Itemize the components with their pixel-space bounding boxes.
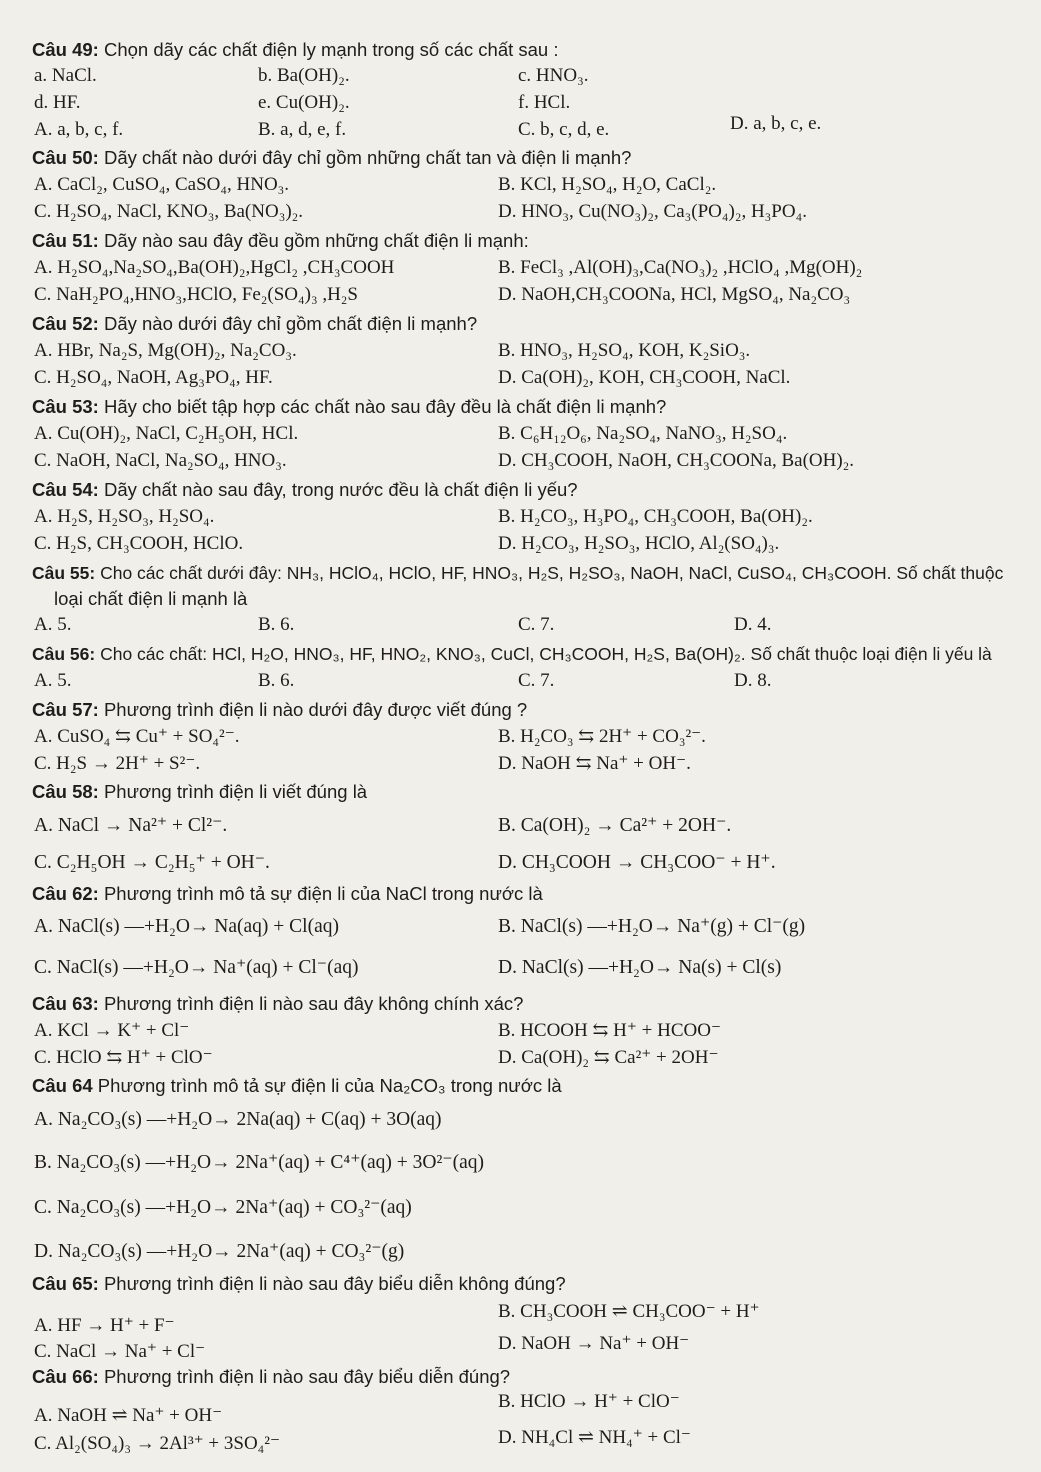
question-55-stem-cont: loại chất điện li mạnh là bbox=[54, 588, 248, 609]
option-b: B. CH₃COOH ⇌ CH₃COO⁻ + H⁺ bbox=[498, 1301, 760, 1322]
question-63-stem: Câu 63: Phương trình điện li nào sau đây không chính xác? bbox=[32, 993, 524, 1014]
option-c: C. Na₂CO₃(s) —+H₂O→ 2Na⁺(aq) + CO₃²⁻(aq) bbox=[34, 1197, 412, 1218]
item-b: b. Ba(OH)₂. bbox=[258, 65, 350, 86]
question-53-stem: Câu 53: Hãy cho biết tập hợp các chất nào sau đây đều là chất điện li mạnh? bbox=[32, 396, 667, 417]
option-b: B. H₂CO₃ ⇆ 2H⁺ + CO₃²⁻. bbox=[498, 726, 706, 747]
question-56-stem: Câu 56: Cho các chất: HCl, H₂O, HNO₃, HF, HNO₂, KNO₃, CuCl, CH₃COOH, H₂S, Ba(OH)₂. Số chất thuộc loại điện li yếu là bbox=[32, 644, 992, 664]
option-b: B. C₆H₁₂O₆, Na₂SO₄, NaNO₃, H₂SO₄. bbox=[498, 423, 788, 444]
item-d: d. HF. bbox=[34, 92, 81, 113]
question-57-stem: Câu 57: Phương trình điện li nào dưới đây được viết đúng ? bbox=[32, 699, 528, 720]
option-a: A. NaCl → Na²⁺ + Cl²⁻. bbox=[34, 815, 228, 836]
question-64-stem: Câu 64 Phương trình mô tả sự điện li của Na₂CO₃ trong nước là bbox=[32, 1075, 562, 1096]
option-c: C. H₂S, CH₃COOH, HClO. bbox=[34, 533, 244, 554]
question-55-stem: Câu 55: Cho các chất dưới đây: NH₃, HClO₄, HClO, HF, HNO₃, H₂S, H₂SO₃, NaOH, NaCl, CuSO₄, CH₃COOH. Số chất thuộc bbox=[32, 563, 1004, 583]
question-65-stem: Câu 65: Phương trình điện li nào sau đây biểu diễn không đúng? bbox=[32, 1273, 566, 1294]
option-b: B. Ca(OH)₂ → Ca²⁺ + 2OH⁻. bbox=[498, 815, 732, 836]
option-d: D. NaOH → Na⁺ + OH⁻ bbox=[498, 1333, 690, 1354]
option-a: A. KCl → K⁺ + Cl⁻ bbox=[34, 1020, 190, 1041]
option-a: A. NaOH ⇌ Na⁺ + OH⁻ bbox=[34, 1405, 223, 1426]
option-b: B. HNO₃, H₂SO₄, KOH, K₂SiO₃. bbox=[498, 340, 751, 361]
option-c: C. HClO ⇆ H⁺ + ClO⁻ bbox=[34, 1047, 213, 1068]
option-c: C. H₂SO₄, NaCl, KNO₃, Ba(NO₃)₂. bbox=[34, 201, 304, 222]
option-a: A. a, b, c, f. bbox=[34, 119, 124, 140]
question-54-stem: Câu 54: Dãy chất nào sau đây, trong nước đều là chất điện li yếu? bbox=[32, 479, 578, 500]
option-b: B. KCl, H₂SO₄, H₂O, CaCl₂. bbox=[498, 174, 717, 195]
option-c: C. 7. bbox=[518, 614, 555, 635]
question-62-stem: Câu 62: Phương trình mô tả sự điện li của NaCl trong nước là bbox=[32, 883, 543, 904]
option-b: B. HCOOH ⇆ H⁺ + HCOO⁻ bbox=[498, 1020, 721, 1041]
option-d: D. CH₃COOH → CH₃COO⁻ + H⁺. bbox=[498, 852, 776, 873]
item-f: f. HCl. bbox=[518, 92, 571, 113]
option-c: C. NaH₂PO₄,HNO₃,HClO, Fe₂(SO₄)₃ ,H₂S bbox=[34, 284, 358, 305]
option-d: D. 4. bbox=[734, 614, 772, 635]
option-d: D. CH₃COOH, NaOH, CH₃COONa, Ba(OH)₂. bbox=[498, 450, 855, 471]
option-b: B. Na₂CO₃(s) —+H₂O→ 2Na⁺(aq) + C⁴⁺(aq) + 3O²⁻(aq) bbox=[34, 1152, 484, 1173]
option-d: D. Na₂CO₃(s) —+H₂O→ 2Na⁺(aq) + CO₃²⁻(g) bbox=[34, 1241, 405, 1262]
option-a: A. HF → H⁺ + F⁻ bbox=[34, 1315, 175, 1336]
option-b: B. H₂CO₃, H₃PO₄, CH₃COOH, Ba(OH)₂. bbox=[498, 506, 813, 527]
option-c: C. NaOH, NaCl, Na₂SO₄, HNO₃. bbox=[34, 450, 287, 471]
question-50-stem: Câu 50: Dãy chất nào dưới đây chỉ gồm những chất tan và điện li mạnh? bbox=[32, 147, 632, 168]
option-a: A. 5. bbox=[34, 670, 72, 691]
option-d: D. Ca(OH)₂ ⇆ Ca²⁺ + 2OH⁻ bbox=[498, 1047, 719, 1068]
option-b: B. 6. bbox=[258, 614, 295, 635]
option-a: A. CaCl₂, CuSO₄, CaSO₄, HNO₃. bbox=[34, 174, 290, 195]
option-a: A. 5. bbox=[34, 614, 72, 635]
option-d: D. H₂CO₃, H₂SO₃, HClO, Al₂(SO₄)₃. bbox=[498, 533, 780, 554]
option-c: C. H₂SO₄, NaOH, Ag₃PO₄, HF. bbox=[34, 367, 273, 388]
option-b: B. 6. bbox=[258, 670, 295, 691]
question-52-stem: Câu 52: Dãy nào dưới đây chỉ gồm chất điện li mạnh? bbox=[32, 313, 478, 334]
option-d: D. NaOH ⇆ Na⁺ + OH⁻. bbox=[498, 753, 691, 774]
option-a: A. Cu(OH)₂, NaCl, C₂H₅OH, HCl. bbox=[34, 423, 299, 444]
option-c: C. C₂H₅OH → C₂H₅⁺ + OH⁻. bbox=[34, 852, 270, 873]
option-b: B. a, d, e, f. bbox=[258, 119, 347, 140]
item-c: c. HNO₃. bbox=[518, 65, 589, 86]
question-58-stem: Câu 58: Phương trình điện li viết đúng là bbox=[32, 781, 368, 802]
option-b: B. NaCl(s) —+H₂O→ Na⁺(g) + Cl⁻(g) bbox=[498, 916, 806, 937]
question-49-stem: Câu 49: Chọn dãy các chất điện ly mạnh trong số các chất sau : bbox=[32, 39, 559, 60]
option-d: D. HNO₃, Cu(NO₃)₂, Ca₃(PO₄)₂, H₃PO₄. bbox=[498, 201, 807, 222]
item-e: e. Cu(OH)₂. bbox=[258, 92, 350, 113]
option-a: A. CuSO₄ ⇆ Cu⁺ + SO₄²⁻. bbox=[34, 726, 240, 747]
option-c: C. H₂S → 2H⁺ + S²⁻. bbox=[34, 753, 201, 774]
option-d: D. NH₄Cl ⇌ NH₄⁺ + Cl⁻ bbox=[498, 1427, 691, 1448]
option-a: A. NaCl(s) —+H₂O→ Na(aq) + Cl(aq) bbox=[34, 916, 339, 937]
option-b: B. FeCl₃ ,Al(OH)₃,Ca(NO₃)₂ ,HClO₄ ,Mg(OH)₂ bbox=[498, 257, 863, 278]
option-a: A. HBr, Na₂S, Mg(OH)₂, Na₂CO₃. bbox=[34, 340, 297, 361]
option-d: D. 8. bbox=[734, 670, 772, 691]
option-a: A. H₂SO₄,Na₂SO₄,Ba(OH)₂,HgCl₂ ,CH₃COOH bbox=[34, 257, 395, 278]
option-d: D. NaOH,CH₃COONa, HCl, MgSO₄, Na₂CO₃ bbox=[498, 284, 851, 305]
option-b: B. HClO → H⁺ + ClO⁻ bbox=[498, 1391, 680, 1412]
option-c: C. NaCl → Na⁺ + Cl⁻ bbox=[34, 1341, 206, 1362]
option-c: C. 7. bbox=[518, 670, 555, 691]
option-d: D. NaCl(s) —+H₂O→ Na(s) + Cl(s) bbox=[498, 957, 782, 978]
item-a: a. NaCl. bbox=[34, 65, 97, 86]
question-66-stem: Câu 66: Phương trình điện li nào sau đây biểu diễn đúng? bbox=[32, 1366, 511, 1387]
option-a: A. H₂S, H₂SO₃, H₂SO₄. bbox=[34, 506, 215, 527]
option-c: C. NaCl(s) —+H₂O→ Na⁺(aq) + Cl⁻(aq) bbox=[34, 957, 359, 978]
option-c: C. b, c, d, e. bbox=[518, 119, 610, 140]
option-c: C. Al₂(SO₄)₃ → 2Al³⁺ + 3SO₄²⁻ bbox=[34, 1433, 281, 1454]
option-a: A. Na₂CO₃(s) —+H₂O→ 2Na(aq) + C(aq) + 3O(aq) bbox=[34, 1109, 442, 1130]
option-d: D. a, b, c, e. bbox=[730, 113, 822, 134]
option-d: D. Ca(OH)₂, KOH, CH₃COOH, NaCl. bbox=[498, 367, 791, 388]
question-51-stem: Câu 51: Dãy nào sau đây đều gồm những chất điện li mạnh: bbox=[32, 230, 529, 251]
